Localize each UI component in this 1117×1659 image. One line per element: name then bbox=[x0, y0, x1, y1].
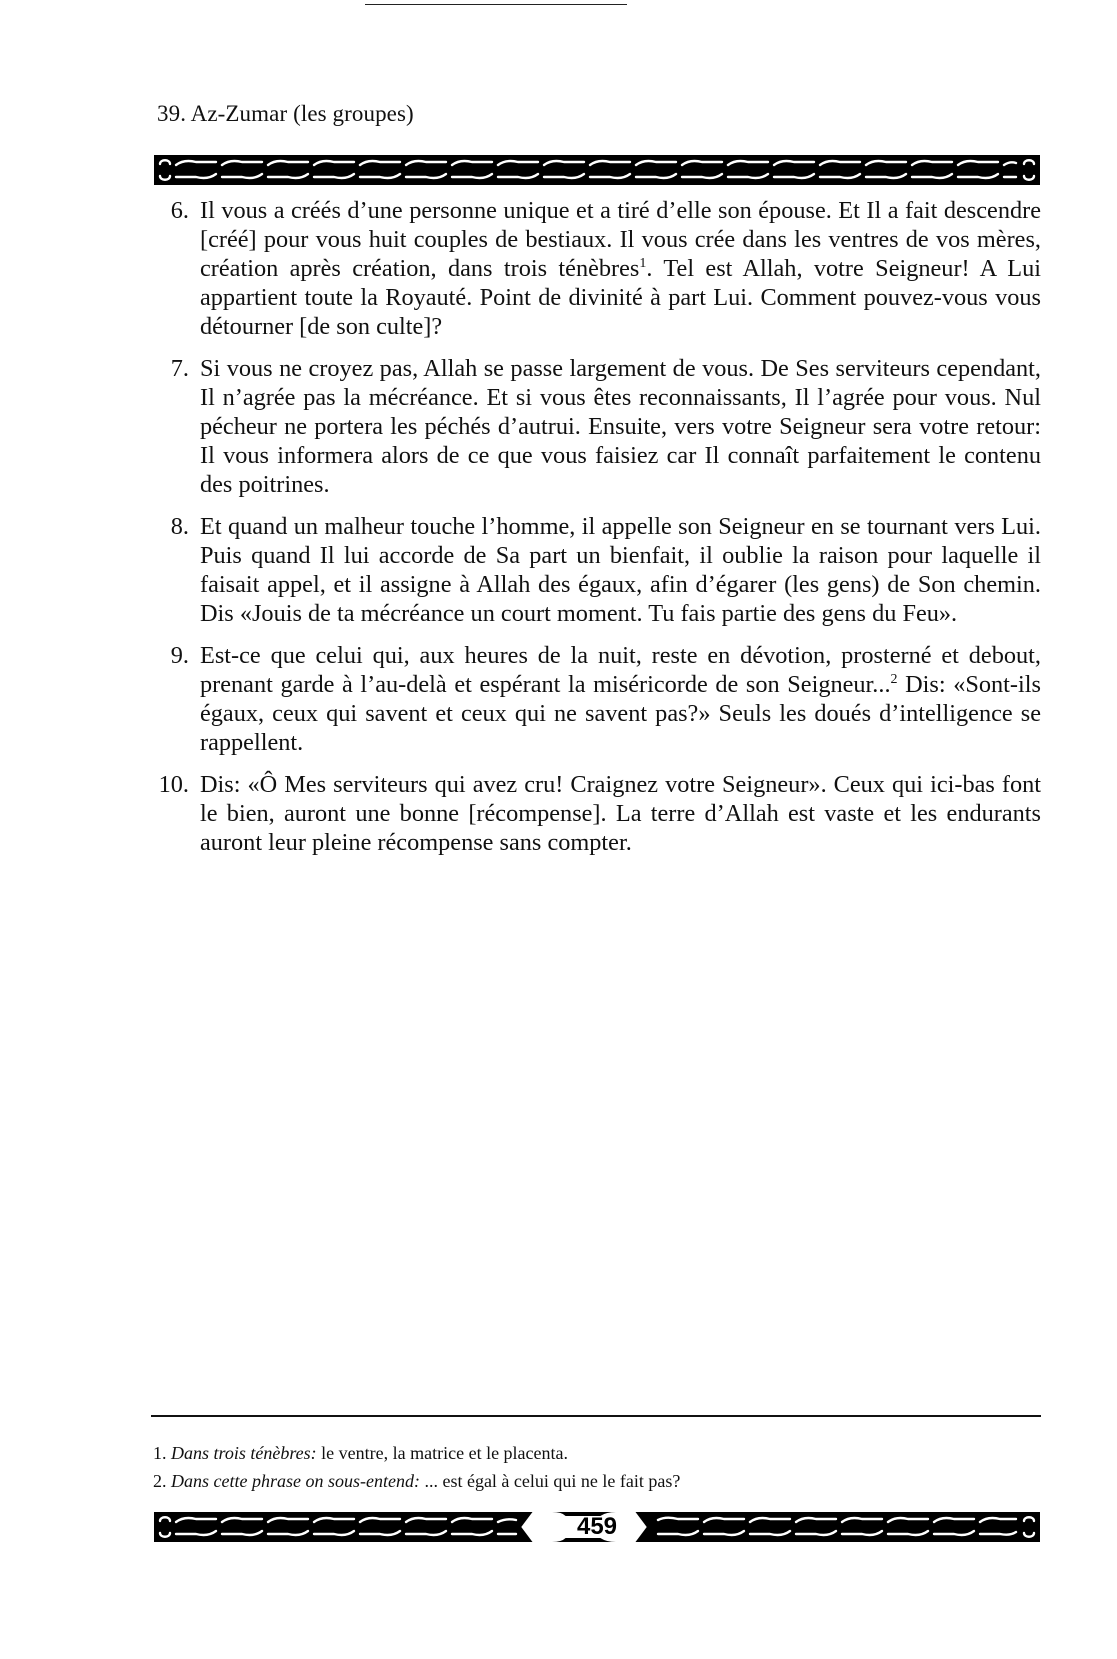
top-rule bbox=[365, 4, 627, 5]
verse-text-part: . Tel est Allah, votre Seigneur! A Lui appartient toute la Royauté. Point de divinité à part Lui. Comment pouvez-vous vous détourner [de son culte]? bbox=[200, 255, 1041, 340]
verse-text: Si vous ne croyez pas, Allah se passe largement de vous. De Ses serviteurs cependant, Il n’agrée pas la mécréance. Et si vous êtes reconnaissants, Il l’agrée pour vous. Nul pécheur ne portera les péchés d’autrui. Ensuite, vers votre Seigneur sera votre retour: Il vous informera alors de ce que vous faisiez car Il connaît parfaitement le contenu des poitrines. bbox=[200, 355, 1041, 498]
footnote-term: Dans trois ténèbres: bbox=[171, 1443, 317, 1463]
footnote-1 bbox=[153, 1439, 1041, 1467]
verse-number: 6. bbox=[170, 197, 189, 224]
running-head: 39. Az-Zumar (les groupes) bbox=[157, 101, 414, 126]
footnote-text: le ventre, la matrice et le placenta. bbox=[316, 1443, 569, 1463]
verse-number: 7. bbox=[170, 355, 189, 382]
verse-text-part: Il vous a créés d’une personne unique et a tiré d’elle son épouse. Et Il a fait descendre [créé] pour vous huit couples de bestiaux. Il vous crée dans les ventres de vos mères, création après création, dans trois ténèbres bbox=[200, 197, 1041, 282]
footnote-2 bbox=[153, 1467, 1041, 1495]
verse-text bbox=[200, 642, 1041, 756]
verse-text-part: Dis: «Sont-ils égaux, ceux qui savent et ceux qui ne savent pas?» Seuls les doués d’intelligence se rappellent. bbox=[200, 671, 1041, 756]
verse-text: Dis: «Ô Mes serviteurs qui avez cru! Craignez votre Seigneur». Ceux qui ici-bas font le bien, auront une bonne [récompense]. La terre d’Allah est vaste et les endurants auront leur pleine récompense sans compter. bbox=[200, 771, 1041, 856]
footnote-number: 2. bbox=[153, 1471, 167, 1491]
verse-10 bbox=[153, 770, 1041, 857]
footnote-number: 1. bbox=[153, 1443, 167, 1463]
footnote-reference: 1 bbox=[639, 255, 647, 271]
footnote-text: ... est égal à celui qui ne le fait pas? bbox=[419, 1471, 681, 1491]
verses-list bbox=[153, 196, 1041, 870]
verse-9 bbox=[153, 641, 1041, 757]
footnotes bbox=[153, 1439, 1041, 1495]
footnote-divider bbox=[151, 1415, 1041, 1417]
top-ornamental-band bbox=[154, 155, 1040, 185]
verse-6 bbox=[153, 196, 1041, 341]
verse-text-part: Est-ce que celui qui, aux heures de la nuit, reste en dévotion, prosterné et debout, prenant garde à l’au-delà et espérant la miséricorde de son Seigneur... bbox=[200, 642, 1041, 698]
verse-text: Et quand un malheur touche l’homme, il appelle son Seigneur en se tournant vers Lui. Puis quand Il lui accorde de Sa part un bienfait, il oublie la raison pour laquelle il faisait appel, et il assigne à Allah des égaux, afin d’égarer (les gens) de Son chemin. Dis «Jouis de ta mécréance un court moment. Tu fais partie des gens du Feu». bbox=[200, 513, 1041, 627]
verse-text bbox=[200, 197, 1041, 340]
verse-number: 10. bbox=[158, 771, 189, 798]
page-number: 459 bbox=[576, 1513, 618, 1540]
verse-number: 8. bbox=[170, 513, 189, 540]
verse-8 bbox=[153, 512, 1041, 628]
footnote-term: Dans cette phrase on sous-entend: bbox=[171, 1471, 420, 1491]
footnote-reference: 2 bbox=[890, 671, 898, 687]
verse-7 bbox=[153, 354, 1041, 499]
verse-number: 9. bbox=[170, 642, 189, 669]
